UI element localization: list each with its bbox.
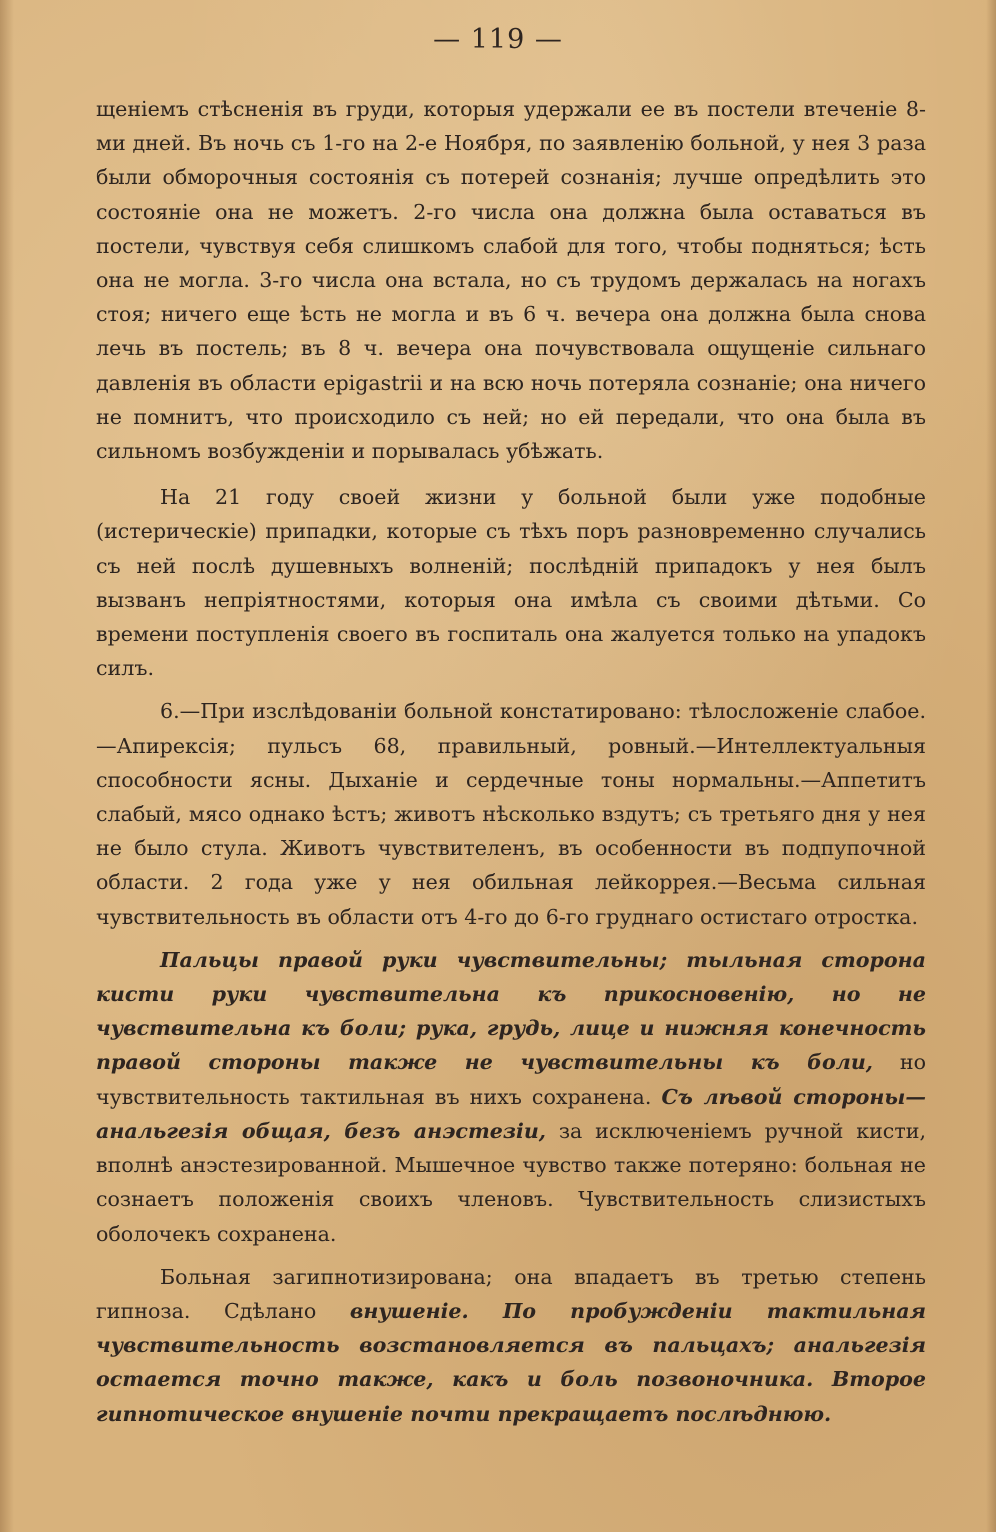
- paragraph-1: [96, 92, 926, 468]
- paragraph-4-italic-1: Пальцы правой руки чувствительны; тыльная сторона кисти руки чувствительна къ прикосновенію, но не чувствительна къ боли; рука, грудь, лице и нижняя конечность правой стороны также не чувствительны къ боли,: [96, 947, 926, 1075]
- page-edge-shadow-left: [0, 0, 14, 1532]
- paragraph-4-italic-2: Съ лѣвой стороны—анальгезія общая, безъ анэстезіи,: [96, 1084, 926, 1143]
- paragraph-2: [96, 480, 926, 685]
- paragraph-3: [96, 694, 926, 933]
- paragraph-5-text-1: Больная загипнотизирована; она впадаетъ въ третью степень гипноза. Сдѣлано: [96, 1264, 926, 1323]
- paragraph-5-italic-1: внушеніе. По пробужденіи тактильная чувствительность возстановляется въ пальцахъ; анальгезія остается точно также, какъ и боль позвоночника. Второе гипнотическое внушеніе почти прекращаетъ послѣднюю.: [96, 1298, 926, 1426]
- page-number: — 119 —: [433, 24, 563, 55]
- page-edge-shadow-right: [986, 0, 996, 1532]
- paragraph-4-text-1: но чувствительность тактильная въ нихъ сохранена.: [96, 1050, 926, 1109]
- paragraph-4-text-2: за исключеніемъ ручной кисти, вполнѣ анэстезированной. Мышечное чувство также потеряно: больная не сознаетъ положенія своихъ членовъ. Чувствительность слизистыхъ оболочекъ сохранена.: [96, 1118, 926, 1246]
- body-text: [96, 92, 926, 1440]
- paragraph-2-text: На 21 году своей жизни у больной были уже подобные (истерическіе) припадки, которые съ тѣхъ поръ разновременно случались съ ней послѣ душевныхъ волненій; послѣдній припадокъ у нея былъ вызванъ непріятностями, которыя она имѣла съ своими дѣтьми. Со времени поступленія своего въ госпиталь она жалуется только на упадокъ силъ.: [96, 485, 926, 681]
- paragraph-5: [96, 1260, 926, 1431]
- paragraph-4: [96, 943, 926, 1251]
- paragraph-3-text: 6.—При изслѣдованіи больной констатировано: тѣлосложеніе слабое.—Апирексія; пульсъ 68, правильный, ровный.—Интеллектуальныя способности ясны. Дыханіе и сердечные тоны нормальны.—Аппетитъ слабый, мясо однако ѣстъ; животъ нѣсколько вздутъ; съ третьяго дня у нея не было стула. Животъ чувствителенъ, въ особенности въ подпупочной области. 2 года уже у нея обильная лейкоррея.—Весьма сильная чувствительность въ области отъ 4-го до 6-го груднаго остистаго отростка.: [96, 699, 926, 929]
- paragraph-1-text: щеніемъ стѣсненія въ груди, которыя удержали ее въ постели втеченіе 8-ми дней. Въ ночь съ 1-го на 2-е Ноября, по заявленію больной, у нея 3 раза были обморочныя состоянія съ потерей сознанія; лучше опредѣлить это состояніе она не можетъ. 2-го числа она должна была оставаться въ постели, чувствуя себя слишкомъ слабой для того, чтобы подняться; ѣсть она не могла. 3-го числа она встала, но съ трудомъ держалась на ногахъ стоя; ничего еще ѣсть не могла и въ 6 ч. вечера она должна была снова лечь въ постель; въ 8 ч. вечера она почувствовала ощущеніе сильнаго давленія въ области epigastrii и на всю ночь потеряла сознаніе; она ничего не помнитъ, что происходило съ ней; но ей передали, что она была въ сильномъ возбужденіи и порывалась убѣжать.: [96, 97, 926, 464]
